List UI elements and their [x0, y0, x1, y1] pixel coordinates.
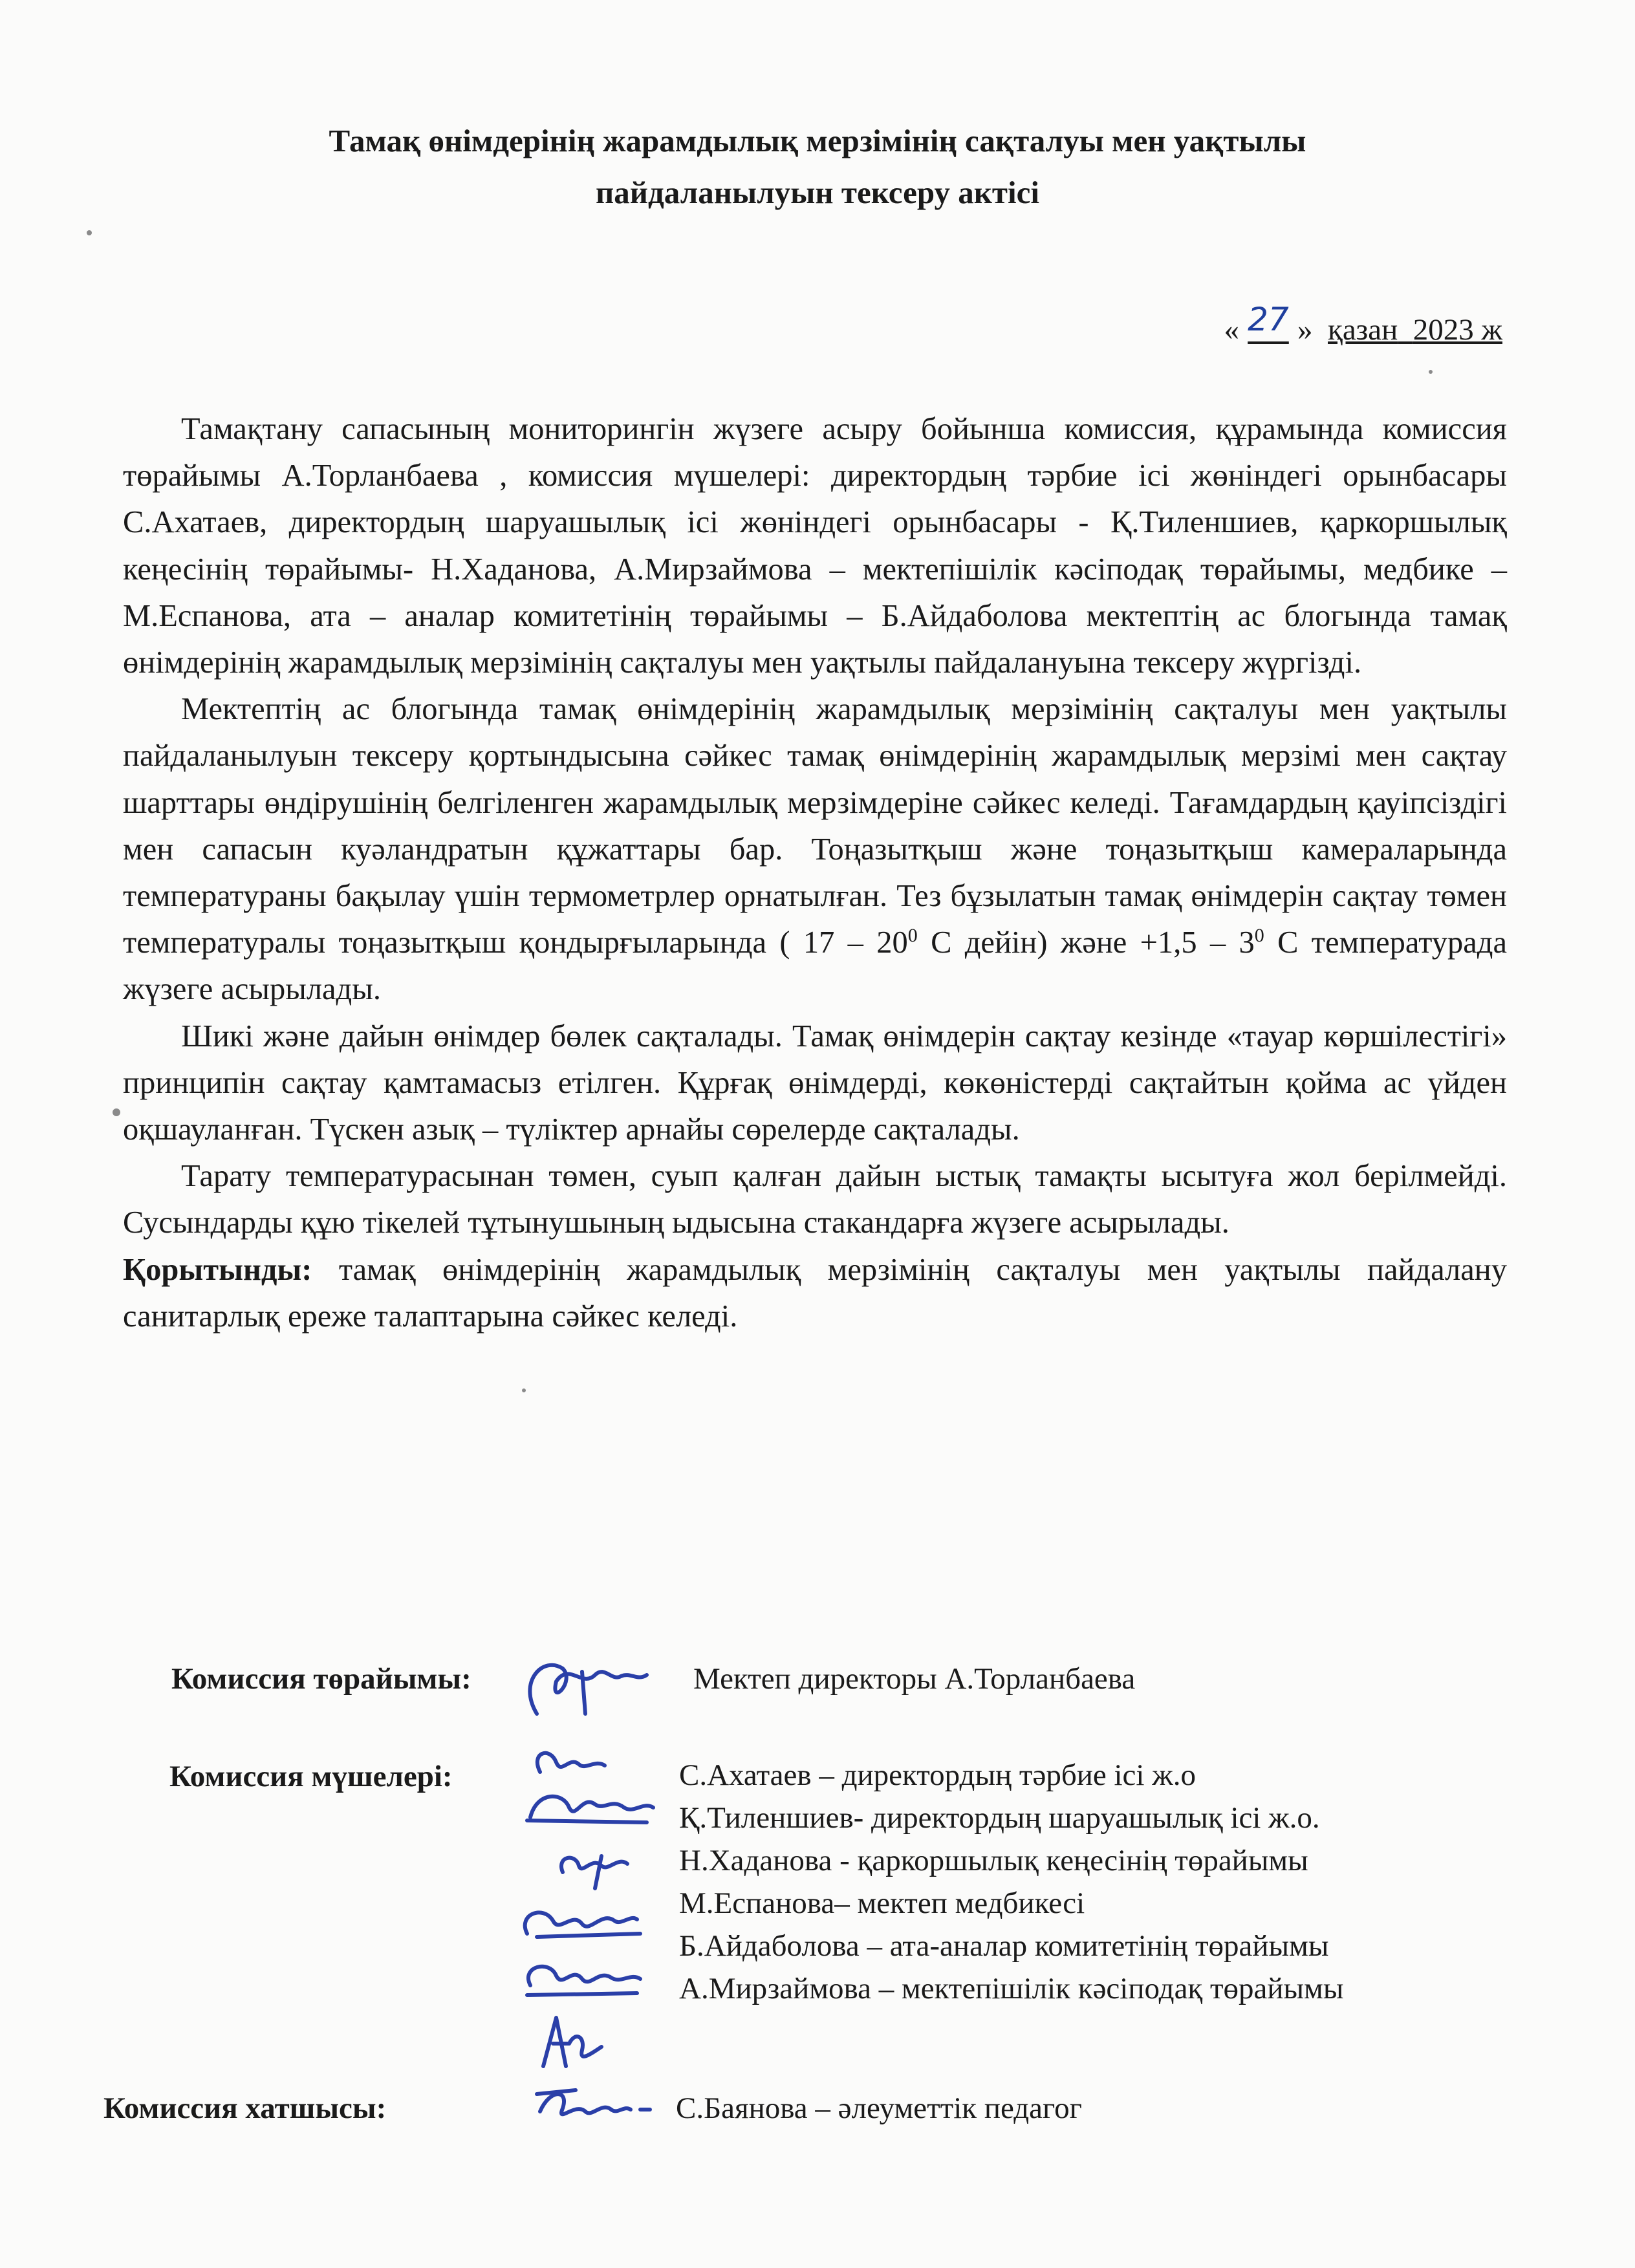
secretary-name: С.Баянова – әлеуметтік педагог [676, 2091, 1082, 2125]
member-item: С.Ахатаев – директордың тәрбие ісі ж.о [679, 1758, 1196, 1792]
paragraph-commission: Тамақтану сапасының мониторингін жүзеге асыру бойынша комиссия, құрамында комиссия төрайымы А.Торланбаева , комиссия мүшелері: директордың тәрбие ісі жөніндегі орынбасары С.Ахатаев, директордың шаруашылық ісі жөніндегі орынбасары - Қ.Тиленшиев, қаркоршылық кеңесінің төрайымы- Н.Хаданова, А.Мирзаймова – мектепішілік кәсіподақ төрайымы, медбике – М.Еспанова, ата – аналар комитетінің төрайымы – Б.Айдаболова мектептің ас блогында тамақ өнімдерінің жарамдылық мерзімінің сақталуы мен уақтылы пайдалануына тексеру жүргізді. [123, 412, 1507, 680]
chair-name: Мектеп директоры А.Торланбаева [693, 1662, 1136, 1696]
member-signature-hadanova [561, 1856, 627, 1888]
member-signature-espanova [525, 1912, 640, 1937]
paragraph-serving: Тарату температурасынан төмен, суып қалған дайын ыстық тамақты ысытуға жол берілмейді. Сусындарды құю тікелей тұтынушының ыдысына стакандарға жүзеге асырылады. [123, 1159, 1507, 1240]
member-item: А.Мирзаймова – мектепішілік кәсіподақ төрайымы [679, 1972, 1344, 2005]
member-item: Б.Айдаболова – ата-аналар комитетінің төрайымы [679, 1929, 1329, 1963]
title-line-1: Тамақ өнімдерінің жарамдылық мерзімінің сақталуы мен уақтылы [329, 123, 1306, 158]
member-signature-tilenshiev [527, 1797, 653, 1822]
degree-superscript-1: 0 [907, 925, 918, 947]
title-line-2: пайдаланылуын тексеру актісі [596, 175, 1039, 210]
conclusion-label: Қорытынды: [123, 1252, 312, 1287]
member-item: Қ.Тиленшиев- директордың шаруашылық ісі ж.о. [679, 1801, 1320, 1835]
member-signature-ahataev [537, 1753, 605, 1772]
paragraph2-part1: Мектептің ас блогында тамақ өнімдерінің жарамдылық мерзімінің сақталуы мен уақтылы пайдаланылуын тексеру қортындысына сәйкес тамақ өнімдерінің жарамдылық мерзімі мен сақтау шарттары өндірушінің белгіленген жарамдылық мерзімдеріне сәйкес келеді. Тағамдардың қауіпсіздігі мен сапасын куәландратын құжаттары бар. Тоңазытқыш және тоңазытқыш камераларында температураны бақылау үшін термометрлер орнатылған. Тез бұзылатын тамақ өнімдерін сақтау төмен температуралы тоңазытқыш қондырғыларында ( 17 – 20 [123, 692, 1507, 960]
chair-signature [530, 1665, 647, 1714]
conclusion-text: тамақ өнімдерінің жарамдылық мерзімінің сақталуы мен уақтылы пайдалану санитарлық ереже талаптарына сәйкес келеді. [123, 1252, 1507, 1334]
date-open-quote: « [1224, 313, 1239, 347]
chair-label: Комиссия төрайымы: [171, 1662, 471, 1696]
paragraph2-part2: С дейін) және +1,5 – 3 [917, 925, 1255, 960]
scan-speck [522, 1388, 526, 1392]
member-item: М.Еспанова– мектеп медбикесі [679, 1886, 1085, 1920]
date-month: қазан [1327, 313, 1398, 347]
secretary-signature [537, 2090, 650, 2114]
secretary-label: Комиссия хатшысы: [103, 2091, 387, 2125]
date-day-handwritten: 27 [1248, 301, 1289, 338]
date-year: 2023 ж [1413, 313, 1502, 347]
paragraph2-part3: С температурада жүзеге асырылады. [123, 925, 1507, 1007]
members-label: Комиссия мүшелері: [169, 1760, 453, 1793]
scan-speck [113, 1108, 120, 1116]
paragraph-storage: Шикі және дайын өнімдер бөлек сақталады. Тамақ өнімдерін сақтау кезінде «тауар көршілестігі» принципін сақтау қамтамасыз етілген. Құрғақ өнімдерді, көкөністерді сақтайтын қойма ас үйден оқшауланған. Түскен азық – түліктер арнайы сөрелерде сақталады. [123, 1019, 1507, 1147]
date-close-quote: » [1297, 313, 1313, 347]
degree-superscript-2: 0 [1254, 925, 1264, 947]
scan-speck [87, 230, 92, 235]
member-signature-aidabolova [527, 1967, 640, 1995]
scan-speck [1429, 370, 1433, 374]
member-item: Н.Хаданова - қаркоршылық кеңесінің төрайымы [679, 1844, 1308, 1877]
member-signature-mirzaimova [543, 2018, 601, 2066]
